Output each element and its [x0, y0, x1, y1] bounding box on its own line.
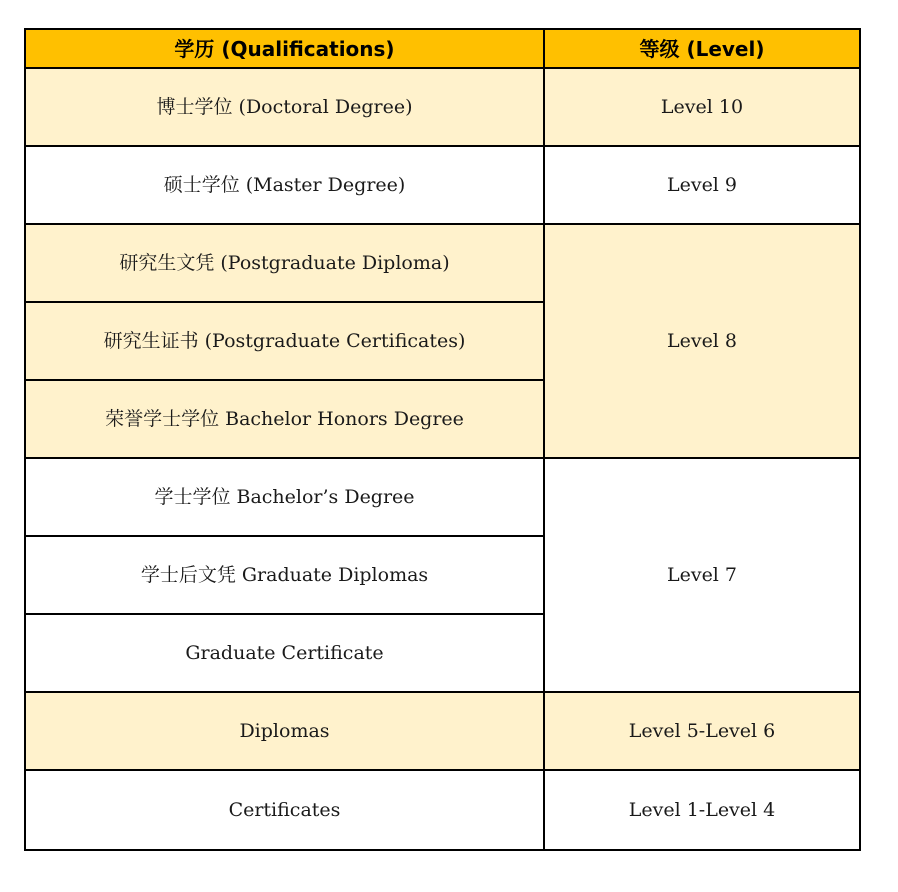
table-row [25, 146, 860, 224]
level-cell: Level 7 [544, 458, 860, 692]
qualifications-level-table [24, 28, 861, 851]
level-cell: Level 5-Level 6 [544, 692, 860, 770]
table-row [25, 68, 860, 146]
qualification-cell: 研究生文凭 (Postgraduate Diploma) [25, 224, 544, 302]
qualification-cell: 荣誉学士学位 Bachelor Honors Degree [25, 380, 544, 458]
header-row [25, 29, 860, 68]
table-row [25, 224, 860, 302]
qualification-cell: 学士后文凭 Graduate Diplomas [25, 536, 544, 614]
qualification-cell: 博士学位 (Doctoral Degree) [25, 68, 544, 146]
table-row [25, 458, 860, 536]
qualification-cell: 硕士学位 (Master Degree) [25, 146, 544, 224]
level-cell: Level 1-Level 4 [544, 770, 860, 850]
qualification-cell: 学士学位 Bachelor’s Degree [25, 458, 544, 536]
qualification-cell: Certificates [25, 770, 544, 850]
table-row [25, 770, 860, 850]
level-cell: Level 10 [544, 68, 860, 146]
table-row [25, 692, 860, 770]
level-cell: Level 8 [544, 224, 860, 458]
qualification-cell: Graduate Certificate [25, 614, 544, 692]
header-qualifications: 学历 (Qualifications) [25, 29, 544, 68]
qualification-cell: 研究生证书 (Postgraduate Certificates) [25, 302, 544, 380]
level-cell: Level 9 [544, 146, 860, 224]
header-level: 等级 (Level) [544, 29, 860, 68]
qualification-cell: Diplomas [25, 692, 544, 770]
